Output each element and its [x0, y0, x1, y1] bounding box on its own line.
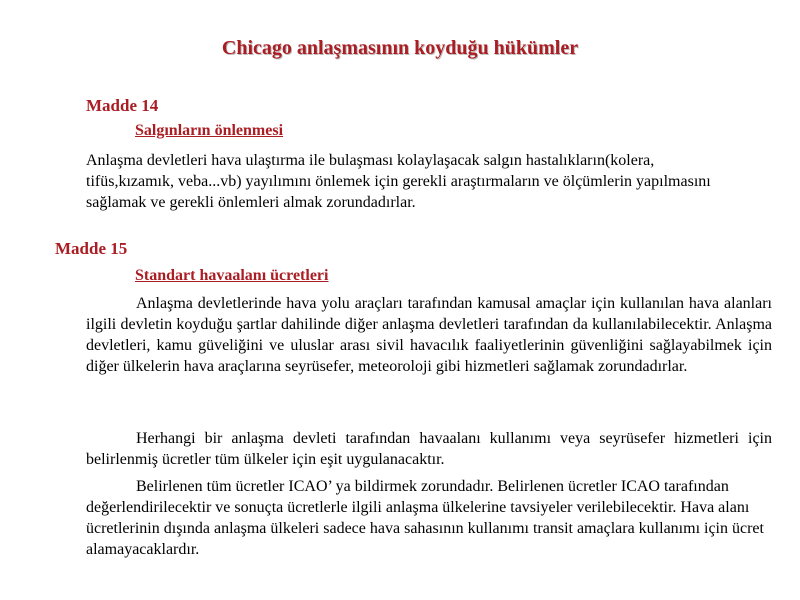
madde-15-paragraph-3: Belirlenen tüm ücretler ICAO’ ya bildirmek zorundadır. Belirlenen ücretler ICAO tarafından değerlendirilecektir ve sonuçta ücretlerle ilgili anlaşma ülkelerine tavsiyeler verilebilecektir. Hava alanı ücretlerinin dışında anlaşma ülkeleri sadece hava sahasının kullanımı transit amaçlara kullanımı için ücret alamayacaklardır.: [86, 478, 764, 558]
page-title: Chicago anlaşmasının koyduğu hükümler: [221, 37, 579, 59]
madde-14-heading: Madde 14: [86, 96, 159, 115]
madde-15-heading: Madde 15: [55, 239, 128, 258]
madde-14-text: Anlaşma devletleri hava ulaştırma ile bulaşması kolaylaşacak salgın hastalıkların(kolera, tifüs,kızamık, veba...vb) yayılımını önlemek için gerekli araştırmaların ve ölçümlerin yapılmasını sağlamak ve gerekli önlemleri almak zorundadırlar.: [86, 152, 711, 211]
madde-15-paragraph-2: Herhangi bir anlaşma devleti tarafından havaalanı kullanımı veya seyrüsefer hizmetleri için belirlenmiş ücretler tüm ülkeler için eşit uygulanacaktır.: [86, 430, 772, 468]
madde-14-subheading: Salgınların önlenmesi: [135, 122, 284, 139]
madde-15-paragraph-1: Anlaşma devletlerinde hava yolu araçları tarafından kamusal amaçlar için kullanılan hava alanları ilgili devletin koyduğu şartlar dahilinde diğer anlaşma devletleri tarafından da kullanılabilecektir. Anlaşma devletleri, kamu güveliğini ve uluslar arası sivil havacılık faaliyetlerinin güvenliğini sağlayabilmek için diğer ülkelerin hava araçlarına seyrüsefer, meteoroloji gibi hizmetleri sağlamak zorundadırlar.: [86, 295, 772, 375]
madde-15-subheading: Standart havaalanı ücretleri: [135, 267, 329, 284]
